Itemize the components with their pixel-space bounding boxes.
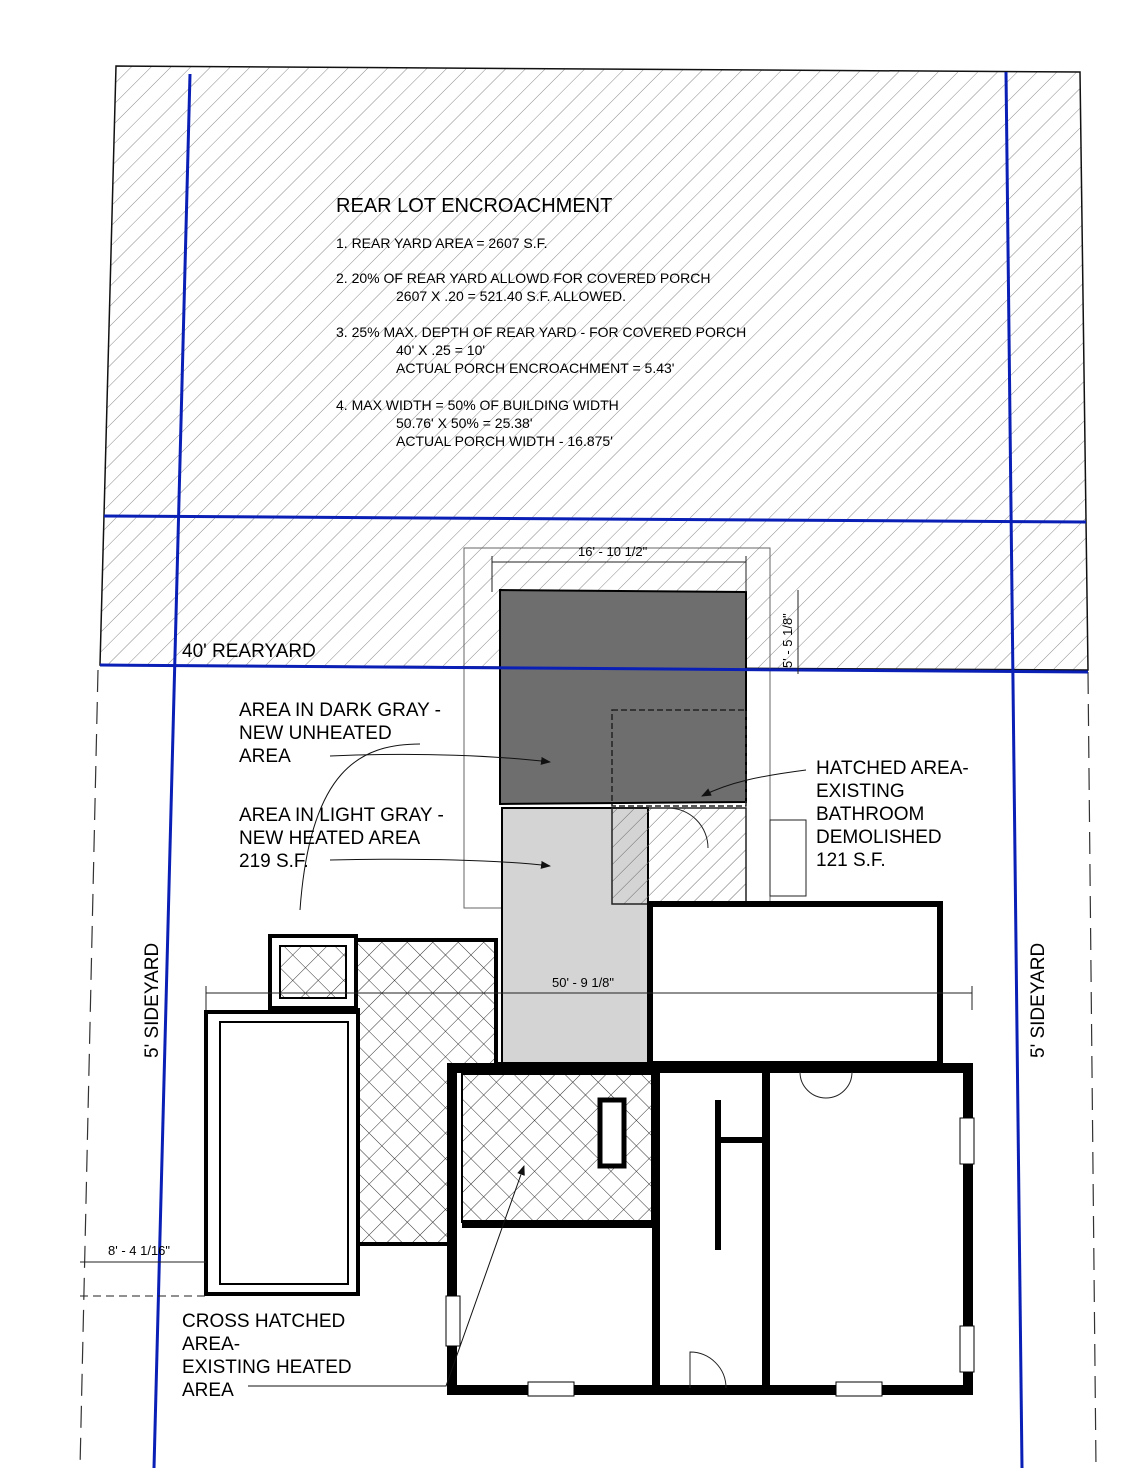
cross-hatched-line-2: AREA- [182, 1334, 241, 1355]
dim-porch-width: 16' - 10 1/2" [578, 544, 648, 559]
light-gray-line-1: AREA IN LIGHT GRAY - [239, 805, 444, 826]
dim-building-width: 50' - 9 1/8" [552, 975, 615, 990]
cross-hatched-line-4: AREA [182, 1380, 234, 1401]
dark-gray-line-1: AREA IN DARK GRAY - [239, 700, 442, 721]
rearyard-label: 40' REARYARD [182, 641, 316, 662]
note-4-actual: ACTUAL PORCH WIDTH - 16.875' [396, 433, 613, 449]
window-4 [960, 1326, 974, 1372]
bumpout [770, 820, 806, 896]
garage-inner [220, 1022, 348, 1284]
note-2: 2. 20% OF REAR YARD ALLOWD FOR COVERED PORCH [336, 270, 711, 286]
light-gray-line-3: 219 S.F. [239, 851, 309, 872]
dim-side-setback: 8' - 4 1/16" [108, 1243, 171, 1258]
dark-gray-line-3: AREA [239, 746, 291, 767]
cross-hatched-line-3: EXISTING HEATED [182, 1357, 352, 1378]
window-5 [446, 1296, 460, 1346]
note-3-actual: ACTUAL PORCH ENCROACHMENT = 5.43' [396, 360, 675, 376]
hatched-line-5: 121 S.F. [816, 850, 886, 871]
hatched-line-1: HATCHED AREA- [816, 758, 969, 779]
hatched-line-3: BATHROOM [816, 804, 925, 825]
note-2-calc: 2607 X .20 = 521.40 S.F. ALLOWED. [396, 288, 626, 304]
existing-room-right [650, 904, 940, 1064]
note-4: 4. MAX WIDTH = 50% OF BUILDING WIDTH [336, 397, 619, 413]
encroachment-title: REAR LOT ENCROACHMENT [336, 195, 613, 217]
note-4-calc: 50.76' X 50% = 25.38' [396, 415, 533, 431]
note-3: 3. 25% MAX. DEPTH OF REAR YARD - FOR COVERED PORCH [336, 324, 747, 340]
note-1: 1. REAR YARD AREA = 2607 S.F. [336, 235, 548, 251]
sideyard-left-label: 5' SIDEYARD [142, 942, 163, 1058]
dim-porch-depth: 5' - 5 1/8" [780, 613, 795, 668]
closet-core [600, 1100, 624, 1166]
closet-box [280, 946, 346, 998]
hatched-line-4: DEMOLISHED [816, 827, 942, 848]
dark-gray-area [500, 590, 746, 804]
window-3 [960, 1118, 974, 1164]
dark-gray-line-2: NEW UNHEATED [239, 723, 392, 744]
cross-hatched-line-1: CROSS HATCHED [182, 1311, 346, 1332]
hatched-line-2: EXISTING [816, 781, 905, 802]
window-2 [836, 1382, 882, 1396]
hatched-bathroom [612, 808, 746, 904]
note-3-calc: 40' X .25 = 10' [396, 342, 486, 358]
leader-curve-light [300, 744, 420, 910]
lot-line-right [1088, 672, 1096, 1468]
window-1 [528, 1382, 574, 1396]
sideyard-right-label: 5' SIDEYARD [1028, 942, 1049, 1058]
light-gray-line-2: NEW HEATED AREA [239, 828, 421, 849]
lot-line-left [80, 670, 98, 1468]
